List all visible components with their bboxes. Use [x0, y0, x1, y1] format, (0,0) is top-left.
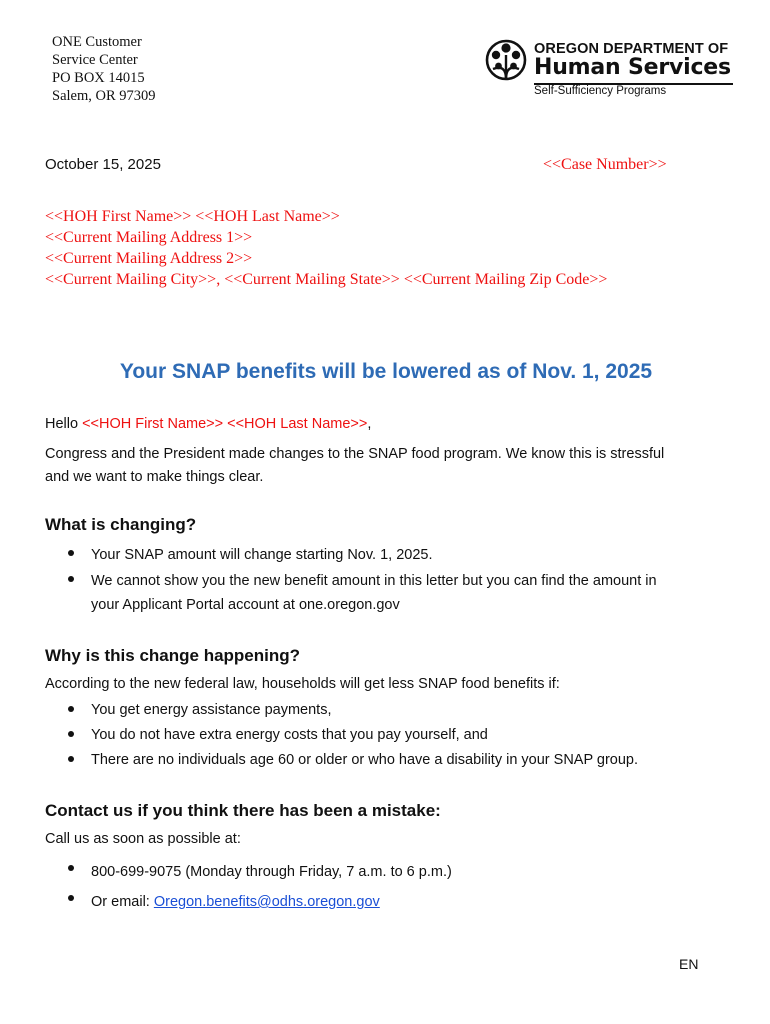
heading-why-change: Why is this change happening?: [45, 646, 301, 665]
contact-email-link[interactable]: Oregon.benefits@odhs.oregon.gov: [153, 894, 380, 910]
odhs-logo: [485, 39, 745, 101]
mailing-address1: <<Current Mailing Address 1>>: [45, 229, 253, 246]
logo-agency-text: Human Services: [534, 55, 731, 80]
mailing-name: <<HOH First Name>> <<HOH Last Name>>: [45, 208, 340, 225]
greeting: [45, 413, 371, 436]
greeting-name: <<HOH First Name>> <<HOH Last Name>>: [82, 416, 368, 432]
greeting-hello: Hello: [45, 416, 83, 432]
headline-text: Your SNAP benefits will be lowered as of Nov. 1, 2025: [119, 360, 653, 383]
return-address-line3: PO BOX 14015: [52, 70, 145, 86]
return-address-line1: ONE Customer: [52, 34, 142, 50]
mailing-address2: <<Current Mailing Address 2>>: [45, 250, 253, 267]
heading-what-changing: What is changing?: [45, 515, 197, 534]
contact-email-label: Or email:: [91, 894, 154, 910]
list-item: We cannot show you the new benefit amount in this letter but you can find the amount in: [68, 568, 748, 594]
contact-lead: Call us as soon as possible at:: [45, 831, 241, 847]
why-list: [68, 698, 748, 773]
list-item: Your SNAP amount will change starting Nov. 1, 2025.: [68, 542, 748, 568]
return-address-line2: Service Center: [52, 52, 138, 68]
heading-contact: Contact us if you think there has been a mistake:: [45, 801, 441, 820]
intro-line1: Congress and the President made changes to the SNAP food program. We know this is stressful: [45, 446, 665, 462]
intro-paragraph: [45, 443, 745, 488]
return-address: [52, 33, 156, 105]
changing-list-continuation: your Applicant Portal account at one.oregon.gov: [91, 597, 400, 613]
return-address-line4: Salem, OR 97309: [52, 88, 156, 104]
mailing-address: [45, 206, 607, 290]
changing-list: [68, 542, 748, 594]
list-item: There are no individuals age 60 or older or who have a disability in your SNAP group.: [68, 748, 748, 773]
contact-email-item: [68, 887, 748, 917]
letter-headline: [0, 360, 770, 384]
list-item: You get energy assistance payments,: [68, 698, 748, 723]
contact-list: [68, 857, 748, 917]
odhs-emblem-icon: [485, 39, 527, 83]
greeting-punct: ,: [367, 416, 372, 432]
mailing-city-state-zip: <<Current Mailing City>>, <<Current Mailing State>> <<Current Mailing Zip Code>>: [45, 271, 608, 288]
logo-department-text: OREGON DEPARTMENT OF: [534, 41, 729, 57]
why-lead: According to the new federal law, households will get less SNAP food benefits if:: [45, 676, 560, 692]
case-number: <<Case Number>>: [543, 156, 667, 173]
language-code: EN: [679, 956, 699, 972]
list-item: You do not have extra energy costs that you pay yourself, and: [68, 723, 748, 748]
letter-date: October 15, 2025: [45, 156, 161, 173]
contact-phone: 800-699-9075 (Monday through Friday, 7 a.m. to 6 p.m.): [68, 857, 748, 887]
logo-program-text: Self-Sufficiency Programs: [534, 85, 667, 97]
intro-line2: and we want to make things clear.: [45, 468, 264, 485]
